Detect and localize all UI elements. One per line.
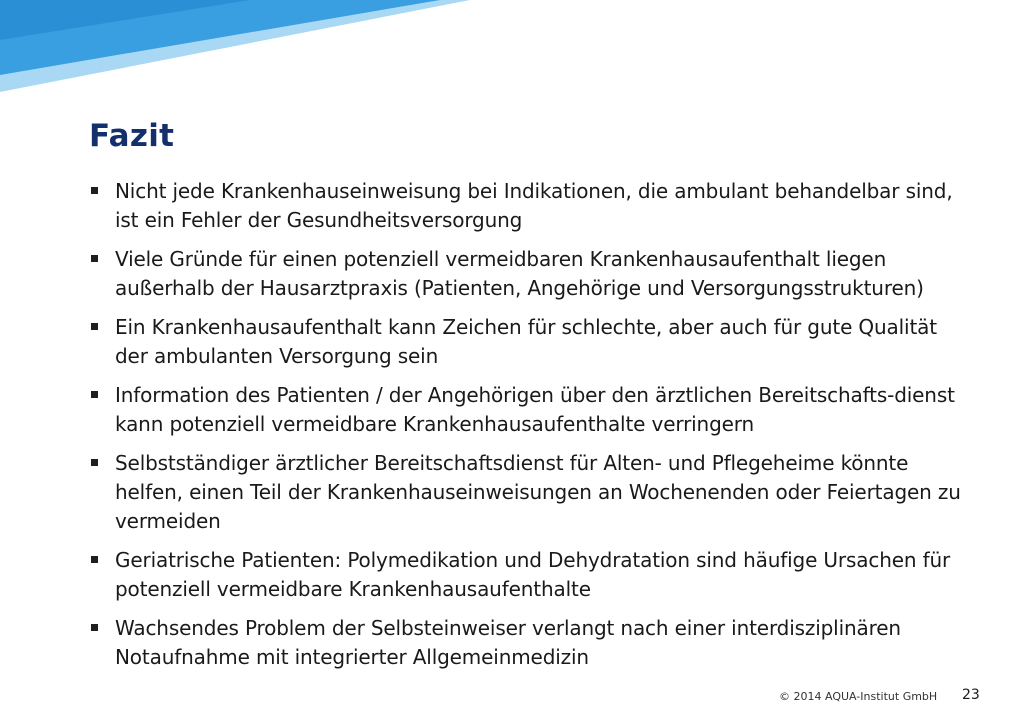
square-bullet-icon — [91, 255, 98, 262]
bullet-text: Information des Patienten / der Angehörigen über den ärztlichen Bereitschafts-dienst kann potenziell vermeidbare Krankenhausaufenthalte verringern — [115, 383, 955, 436]
bullet-list — [91, 177, 971, 682]
square-bullet-icon — [91, 624, 98, 631]
square-bullet-icon — [91, 187, 98, 194]
bullet-item — [91, 614, 971, 672]
bullet-text: Ein Krankenhausaufenthalt kann Zeichen für schlechte, aber auch für gute Qualität der ambulanten Versorgung sein — [115, 315, 937, 368]
bullet-item — [91, 381, 971, 439]
slide-title: Fazit — [89, 118, 175, 154]
bullet-text: Nicht jede Krankenhauseinweisung bei Indikationen, die ambulant behandelbar sind, ist ein Fehler der Gesundheitsversorgung — [115, 179, 953, 232]
bullet-text: Selbstständiger ärztlicher Bereitschaftsdienst für Alten- und Pflegeheime könnte helfen, einen Teil der Krankenhauseinweisungen an Wochenenden oder Feiertagen zu vermeiden — [115, 451, 961, 533]
square-bullet-icon — [91, 459, 98, 466]
footer-copyright: © 2014 AQUA-Institut GmbH — [779, 690, 938, 703]
bullet-item — [91, 313, 971, 371]
bullet-item — [91, 546, 971, 604]
page-number: 23 — [962, 687, 980, 703]
header-banner-decoration — [0, 0, 1024, 130]
bullet-item — [91, 449, 971, 536]
bullet-text: Geriatrische Patienten: Polymedikation und Dehydratation sind häufige Ursachen für potenziell vermeidbare Krankenhausaufenthalte — [115, 548, 951, 601]
square-bullet-icon — [91, 391, 98, 398]
square-bullet-icon — [91, 556, 98, 563]
bullet-item — [91, 177, 971, 235]
bullet-text: Wachsendes Problem der Selbsteinweiser verlangt nach einer interdisziplinären Notaufnahme mit integrierter Allgemeinmedizin — [115, 616, 901, 669]
square-bullet-icon — [91, 323, 98, 330]
bullet-item — [91, 245, 971, 303]
bullet-text: Viele Gründe für einen potenziell vermeidbaren Krankenhausaufenthalt liegen außerhalb der Hausarztpraxis (Patienten, Angehörige und Versorgungsstrukturen) — [115, 247, 924, 300]
